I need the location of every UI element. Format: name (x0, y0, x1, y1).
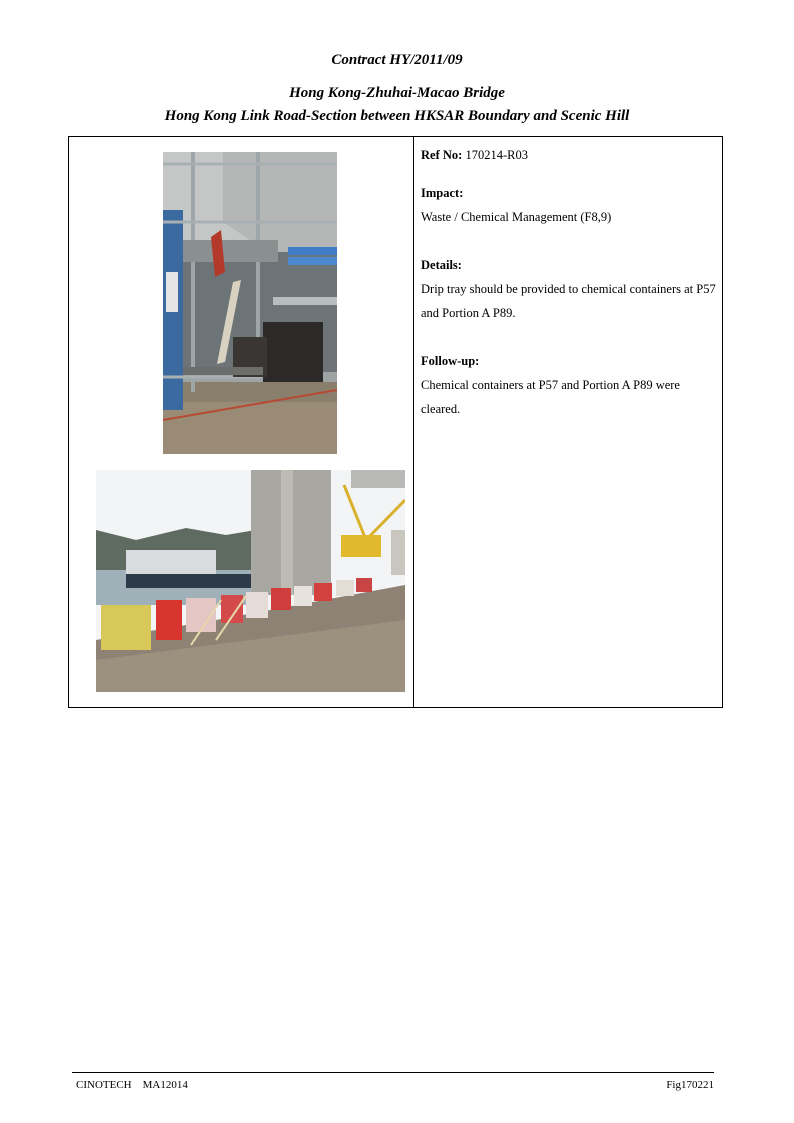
footer-left (76, 1079, 188, 1091)
followup-value: Chemical containers at P57 and Portion A P89 were cleared. (421, 378, 680, 416)
details-label: Details: (421, 258, 462, 272)
followup-label: Follow-up: (421, 354, 480, 368)
ref-number (421, 143, 717, 167)
ref-value: 170214-R03 (465, 148, 528, 162)
impact-value: Waste / Chemical Management (F8,9) (421, 210, 612, 224)
impact-label: Impact: (421, 186, 464, 200)
footer-report: MA12014 (142, 1079, 188, 1091)
details-value: Drip tray should be provided to chemical containers at P57 and Portion A P89. (421, 282, 716, 320)
footer-figure: Fig170221 (666, 1079, 714, 1091)
footer-rule (72, 1072, 714, 1073)
site-photo-after (96, 470, 405, 692)
site-photo-before (163, 152, 337, 454)
contract-title: Contract HY/2011/09 (331, 52, 463, 68)
footer-company: CINOTECH (76, 1079, 132, 1091)
project-title: Hong Kong-Zhuhai-Macao Bridge (289, 85, 505, 101)
section-title: Hong Kong Link Road-Section between HKSAR Boundary and Scenic Hill (164, 108, 630, 124)
table-divider (413, 136, 414, 708)
ref-label: Ref No: (421, 148, 463, 162)
